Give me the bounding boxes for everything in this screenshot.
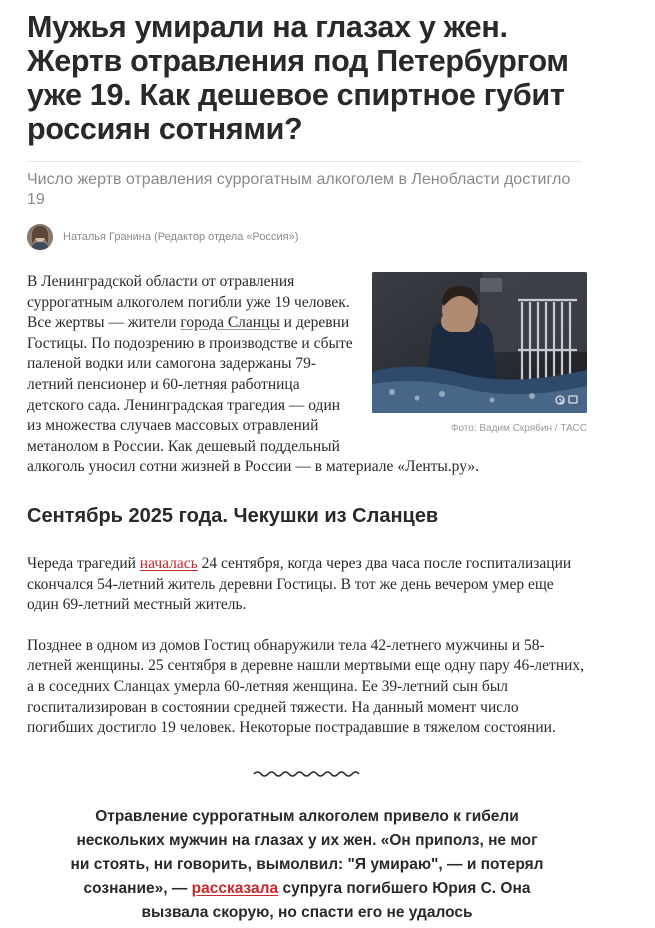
author-name[interactable]: Наталья Гранина (Редактор отдела «Россия») bbox=[63, 231, 299, 243]
lead-link-slantsy[interactable]: города Сланцы bbox=[180, 314, 280, 332]
paragraph-1-text-1: Череда трагедий bbox=[27, 554, 140, 572]
lead-text-2: и деревни Гостицы. По подозрению в производстве и сбыте паленой водки или самогона задержаны 79-летний пенсионер и 60-летняя работница детского сада. Ленинградская трагедия — один из множества случаев массовых отравлений метанолом в России. Как дешевый поддельный алкоголь уносил сотни жизней в России — в материале «Ленты.ру». bbox=[27, 314, 479, 476]
paragraph-2: Позднее в одном из домов Гостиц обнаружили тела 42-летнего мужчины и 58-летней женщины. 25 сентября в деревне нашли мертвыми еще одну пару 46-летних, а в соседних Сланцах умерла 60-летняя женщина. Ее 39-летний сын был госпитализирован в состоянии средней тяжести. На данный момент число погибших достигло 19 человек. Некоторые пострадавшие в тяжелом состоянии. bbox=[27, 636, 585, 737]
article bbox=[27, 0, 587, 925]
photo-caption: Фото: Вадим Скрябин / ТАСС bbox=[450, 423, 587, 434]
author-avatar[interactable] bbox=[27, 224, 53, 250]
quote-link[interactable]: рассказала bbox=[191, 879, 279, 897]
lead-text-1: В Ленинградской области от отравления суррогатным алкоголем погибли уже 19 человек. Все жертвы — жители bbox=[27, 273, 350, 332]
paragraph-1 bbox=[27, 554, 587, 616]
byline bbox=[27, 224, 587, 250]
lead-paragraph bbox=[27, 272, 587, 478]
lead-photo[interactable] bbox=[372, 272, 587, 413]
paragraph-1-text-2: 24 сентября, когда через два часа после госпитализации скончался 54-летний житель деревни Гостицы. В тот же день вечером умер еще один 69-летний местный житель. bbox=[27, 554, 572, 614]
quote-text-2: супруга погибшего Юрия С. Она вызвала скорую, но спасти его не удалось bbox=[141, 879, 531, 921]
headline-divider bbox=[27, 161, 582, 162]
wavy-divider bbox=[252, 769, 362, 779]
paragraph-1-link[interactable]: началась bbox=[139, 554, 198, 572]
pull-quote bbox=[67, 805, 547, 925]
section-title: Сентябрь 2025 года. Чекушки из Сланцев bbox=[27, 504, 439, 527]
lead-figure bbox=[372, 272, 587, 440]
article-subtitle: Число жертв отравления суррогатным алкоголем в Ленобласти достигло 19 bbox=[27, 171, 571, 208]
quote-text-1: Отравление суррогатным алкоголем привело к гибели нескольких мужчин на глазах у их жен. «Он приполз, не мог ни стоять, ни говорить, вымолвил: "Я умираю", — и потерял сознание», — bbox=[70, 807, 544, 897]
article-headline: Мужья умирали на глазах у жен. Жертв отравления под Петербургом уже 19. Как дешевое спиртное губит россиян сотнями? bbox=[27, 10, 569, 146]
